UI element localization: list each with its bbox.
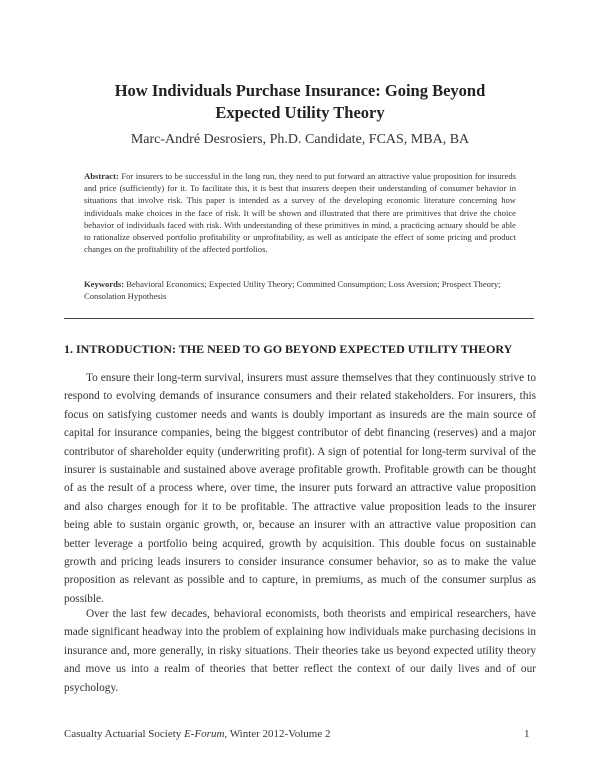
footer-prefix: Casualty Actuarial Society	[64, 728, 185, 740]
abstract-label: Abstract:	[84, 171, 119, 181]
page-footer	[64, 728, 330, 740]
body-paragraph-1: To ensure their long-term survival, insurers must assure themselves that they continuously strive to respond to evolving demands of insurance consumers and their related stakeholders. For insurers, this focus on satisfying customer needs and wants is doubly important as insureds are the main source of capital for insurance companies, being the biggest contributor of debt financing (reserves) and a major contributor of shareholder equity (underwriting profit). A sign of potential for long-term survival of the insurer is sustainable and sustained above average profitable growth. Profitable growth can be thought of as the result of a process where, over time, the insurer puts forward an attractive value proposition and also charges enough for it to be profitable. The attractive value proposition leads to the insurer being able to sustain organic growth, or, because an insurer with an attractive value proposition can better leverage a portfolio being acquired, growth by acquisition. This double focus on sustainable growth and pricing leads insurers to consider insurance consumer behavior, so as to make the value proposition as relevant as possible and to capture, in premiums, as much of the consumer surplus as possible.	[64, 372, 536, 605]
abstract-text: For insurers to be successful in the long run, they need to put forward an attractive value proposition for insureds and price (sufficiently) for it. To facilitate this, it is best that insurers deepen their understanding of consumer behavior in situations that involve risk. This paper is intended as a survey of the developing economic literature concerning how individuals make choices in the face of risk. It will be shown and illustrated that there are primitives that drive the choice behavior of individuals faced with risk. With understanding of these primitives in mind, a practicing actuary should be able to rationalize observed portfolio profitability or unprofitability, as well as anticipate the effect of some pricing and product changes on the profitability of the affected portfolios.	[84, 171, 516, 255]
author-line: Marc-André Desrosiers, Ph.D. Candidate, FCAS, MBA, BA	[130, 132, 470, 147]
abstract	[84, 170, 516, 255]
page-number: 1	[524, 728, 530, 740]
paper-title	[60, 80, 540, 124]
footer-journal: E-Forum	[184, 728, 225, 740]
title-line-1: How Individuals Purchase Insurance: Going Beyond	[114, 81, 486, 100]
keywords	[84, 278, 516, 302]
section-heading: 1. INTRODUCTION: THE NEED TO GO BEYOND EXPECTED UTILITY THEORY	[64, 342, 513, 356]
divider-rule	[64, 318, 534, 319]
body-paragraph-2: Over the last few decades, behavioral economists, both theorists and empirical researchers, have made significant headway into the problem of explaining how individuals make purchasing decisions in insurance and, more generally, in risky situations. Their theories take us beyond expected utility theory and move us into a realm of theories that better reflect the context of our daily lives and of our psychology.	[64, 608, 536, 694]
keywords-text: Behavioral Economics; Expected Utility Theory; Committed Consumption; Loss Aversion; Prospect Theory; Consolation Hypothesis	[84, 279, 501, 302]
keywords-label: Keywords:	[84, 279, 125, 289]
footer-suffix: , Winter 2012-Volume 2	[224, 728, 331, 740]
title-line-2: Expected Utility Theory	[215, 103, 385, 122]
